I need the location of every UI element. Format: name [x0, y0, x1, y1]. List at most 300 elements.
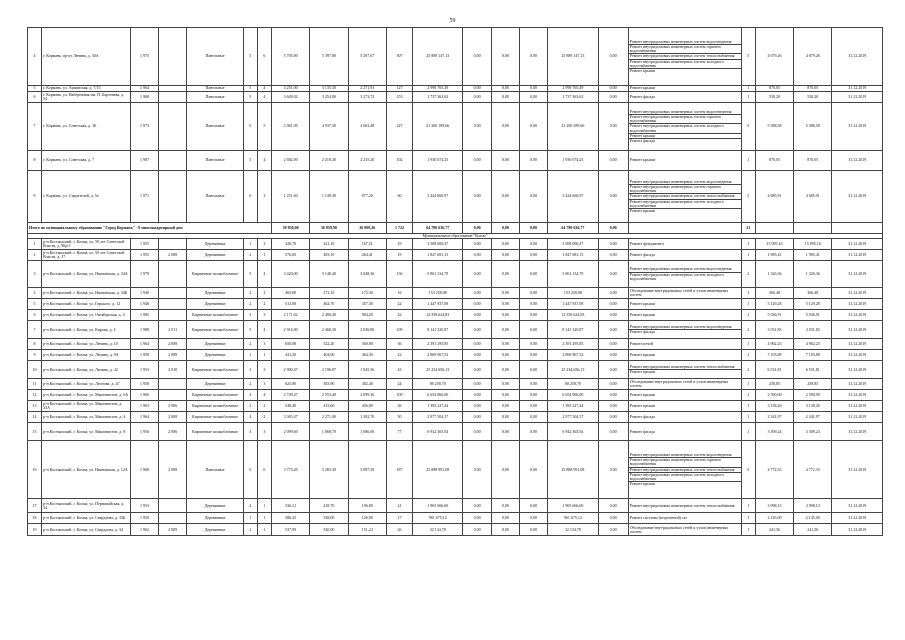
works-list: [628, 310, 741, 321]
floors: 3: [243, 361, 257, 379]
floors: 5: [243, 321, 257, 339]
premises-area: 3 254,00: [310, 92, 348, 103]
local-funds: 0,00: [519, 513, 547, 524]
premises-area: 36 859,90: [310, 223, 348, 234]
floors: 6: [243, 171, 257, 223]
owner-funds: 6 942 365,04: [548, 423, 598, 441]
max-unit-cost: 1 326,36: [794, 261, 832, 288]
regional-funds: 0,00: [491, 310, 519, 321]
works-list: [628, 401, 741, 412]
unit-cost: 530,20: [755, 92, 793, 103]
residential-area: 2 036,80: [348, 321, 386, 339]
owner-funds: 6 654 966,00: [548, 390, 598, 401]
unit-cost: 6 531,81: [755, 361, 793, 379]
row-number: 8: [28, 339, 42, 350]
unit-cost: 3 998,13: [755, 499, 793, 513]
work-item: Ремонт крыши: [629, 86, 655, 91]
residents: 21: [386, 499, 412, 513]
floors: 2: [243, 401, 257, 412]
renovation-year: 2 008: [159, 339, 187, 350]
owner-funds: 961 675,12: [548, 513, 598, 524]
work-count: 1: [741, 250, 755, 261]
federal-funds: 0,00: [463, 423, 491, 441]
unit-cost: 4 685,91: [755, 171, 793, 223]
renovation-year: [159, 310, 187, 321]
max-unit-cost: 7 103,88: [794, 350, 832, 361]
local-funds: 0,00: [519, 239, 547, 250]
completion-date: 31.12.2019: [832, 412, 883, 423]
build-year: 1 955: [130, 239, 158, 250]
federal-funds: 0,00: [463, 321, 491, 339]
other-funds: 0,00: [598, 390, 628, 401]
works-list: [628, 103, 741, 151]
total-cost: 2 391 295,85: [413, 339, 463, 350]
work-item: Ремонт внутридомовых инженерных систем водоотведения: [629, 40, 741, 45]
wall-material: Кирпичные шлакоблочные: [187, 310, 243, 321]
wall-material: Кирпичные шлакоблочные: [187, 390, 243, 401]
entrances: 2: [257, 299, 271, 310]
row-number: 15: [28, 423, 42, 441]
entrances: 5: [257, 103, 271, 151]
wall-material: Кирпичные шлакоблочные: [187, 361, 243, 379]
residents: 102: [386, 151, 412, 171]
local-funds: 0,00: [519, 92, 547, 103]
premises-area: 483,10: [310, 250, 348, 261]
row-number: 2: [28, 250, 42, 261]
residents: 1 722: [386, 223, 412, 234]
total-cost: 961 675,12: [413, 513, 463, 524]
entrances: 3: [257, 171, 271, 223]
unit-cost: 258,85: [755, 379, 793, 390]
work-count: 1: [741, 299, 755, 310]
other-funds: 0,00: [598, 310, 628, 321]
federal-funds: 0,00: [463, 103, 491, 151]
federal-funds: 0,00: [463, 250, 491, 261]
local-funds: 0,00: [519, 412, 547, 423]
max-unit-cost: 258,85: [794, 379, 832, 390]
entrances: 4: [257, 86, 271, 92]
owner-funds: 25 234 656,13: [548, 361, 598, 379]
address: р-н Костышский, г. Кохма, ул. Свердлова, д. 34: [42, 524, 131, 536]
residents: 100: [386, 390, 412, 401]
floors: 4: [243, 412, 257, 423]
residents: 22: [386, 299, 412, 310]
other-funds: 0,00: [598, 261, 628, 288]
unit-cost: 1 326,36: [755, 261, 793, 288]
works-list: [628, 250, 741, 261]
owner-funds: 21 260 189,66: [548, 103, 598, 151]
premises-area: 272,10: [310, 288, 348, 299]
max-unit-cost: 4 679,26: [794, 28, 832, 86]
work-item: Ремонт фасада: [629, 253, 655, 258]
max-unit-cost: 1 985,41: [794, 250, 832, 261]
owner-funds: 2 869 967,52: [548, 350, 598, 361]
work-item: Ремонт внутридомовых инженерных систем теплоснабжения: [629, 365, 741, 370]
total-label: Итого по муниципальному образованию "Город Кормань" - 9 многоквартирный дом: [28, 223, 272, 234]
regional-funds: 0,00: [491, 361, 519, 379]
work-item: Ремонт фасада: [629, 94, 655, 99]
works-list: [628, 239, 741, 250]
work-count: 1: [741, 401, 755, 412]
max-unit-cost: 5 036,91: [794, 310, 832, 321]
address: р-н Костышский, г. Кохма, ул. Первомайская, д. 34: [42, 499, 131, 513]
total-area: 536,21: [271, 499, 309, 513]
total-area: 386,25: [271, 513, 309, 524]
regional-funds: 0,00: [491, 499, 519, 513]
floors: 2: [243, 499, 257, 513]
table-row: [28, 361, 883, 379]
residents: 43: [386, 361, 412, 379]
regional-funds: 0,00: [491, 151, 519, 171]
federal-funds: 0,00: [463, 261, 491, 288]
local-funds: 0,00: [519, 390, 547, 401]
federal-funds: 0,00: [463, 223, 491, 234]
residents: 26: [386, 401, 412, 412]
federal-funds: 0,00: [463, 350, 491, 361]
work-item: Ремонт внутридомовых инженерных систем теплоснабжения: [629, 54, 741, 59]
total-area: 625,80: [271, 379, 309, 390]
other-funds: 0,00: [598, 288, 628, 299]
max-unit-cost: 4 772,33: [794, 441, 832, 499]
completion-date: 31.12.2019: [832, 361, 883, 379]
completion-date: 31.12.2019: [832, 499, 883, 513]
address: р-н Костышский, г. Кохма, ул. Ивановская, д. 12А: [42, 441, 131, 499]
entrances: 4: [257, 321, 271, 339]
wall-material: Деревянные: [187, 524, 243, 536]
entrances: 4: [257, 92, 271, 103]
premises-area: 1 149,30: [310, 171, 348, 223]
total-cost: 1 395 227,44: [413, 401, 463, 412]
local-funds: 0,00: [519, 223, 547, 234]
work-item: Ремонт внутридомовых инженерных систем холодного водоснабжения: [629, 60, 741, 69]
address: р-н Костышский, г. Кохма, ул. Машинистов, д. 33А: [42, 401, 131, 412]
residential-area: 1 945,56: [348, 361, 386, 379]
table-row: [28, 513, 883, 524]
residents: 26: [386, 524, 412, 536]
row-number: 5: [28, 86, 42, 92]
total-cost: 1 847 681,15: [413, 250, 463, 261]
table-row: [28, 261, 883, 288]
work-item: Ремонт внутридомовых инженерных систем холодного водоснабжения: [629, 124, 741, 133]
premises-area: 3 283,30: [310, 441, 348, 499]
federal-funds: 0,00: [463, 390, 491, 401]
total-area: 3 773,20: [271, 441, 309, 499]
build-year: 1 962: [130, 524, 158, 536]
address: г. Кормань, ул. Советская, д. 1Б: [42, 103, 131, 151]
total-row: [28, 223, 883, 234]
completion-date: 31.12.2019: [832, 310, 883, 321]
work-item: Ремонт внутридомовых инженерных систем водоотведения: [629, 453, 741, 458]
total-cost: 12 358 624,83: [413, 310, 463, 321]
total-cost: 1 930 074,25: [413, 151, 463, 171]
work-count: 1: [741, 288, 755, 299]
owner-funds: 12 358 624,83: [548, 310, 598, 321]
federal-funds: 0,00: [463, 401, 491, 412]
works-list: [628, 379, 741, 390]
works-list: [628, 299, 741, 310]
residents: 247: [386, 103, 412, 151]
entrances: 6: [257, 441, 271, 499]
regional-funds: 0,00: [491, 288, 519, 299]
entrances: 3: [257, 310, 271, 321]
work-item: Ремонт крыши: [629, 302, 655, 307]
local-funds: 0,00: [519, 288, 547, 299]
work-item: Ремонт внутридомовых инженерных систем горячего водоснабжения: [629, 115, 741, 124]
work-item: Ремонт крыши: [629, 353, 655, 358]
completion-date: 31.12.2019: [832, 299, 883, 310]
wall-material: Кирпичные шлакоблочные: [187, 401, 243, 412]
wall-material: Панельные: [187, 86, 243, 92]
unit-cost: 5 036,91: [755, 310, 793, 321]
wall-material: Деревянные: [187, 239, 243, 250]
residential-area: 464,30: [348, 350, 386, 361]
address: р-н Костышский, г. Кохма, ул. Ленина, д. 42: [42, 361, 131, 379]
build-year: 1 966: [130, 390, 158, 401]
works-list: [628, 223, 741, 234]
address: р-н Костышский, г. Кохма, ул. Свердлова, д. 33Б: [42, 513, 131, 524]
address: р-н Костышский, г. Кохма, ул. Машинистов, д. 8: [42, 423, 131, 441]
completion-date: 31.12.2019: [832, 250, 883, 261]
renovation-year: [159, 390, 187, 401]
table-row: [28, 310, 883, 321]
federal-funds: 0,00: [463, 86, 491, 92]
total-area: 465,00: [271, 288, 309, 299]
row-number: 7: [28, 321, 42, 339]
total-area: 576,00: [271, 250, 309, 261]
renovation-year: [159, 379, 187, 390]
total-area: 441,20: [271, 350, 309, 361]
work-item: Ремонт фасада: [629, 330, 655, 335]
work-count: 1: [741, 92, 755, 103]
local-funds: 0,00: [519, 151, 547, 171]
max-unit-cost: 241,56: [794, 524, 832, 536]
row-number: 5: [28, 299, 42, 310]
wall-material: Деревянные: [187, 250, 243, 261]
owner-funds: 2 977 504,37: [548, 412, 598, 423]
max-unit-cost: 4 962,23: [794, 339, 832, 350]
completion-date: 31.12.2019: [832, 92, 883, 103]
owner-funds: 1 965 666,60: [548, 499, 598, 513]
row-number: 16: [28, 441, 42, 499]
local-funds: 0,00: [519, 310, 547, 321]
work-item: Ремонт внутридомовых инженерных систем горячего водоснабжения: [629, 458, 741, 467]
works-list: [628, 151, 741, 171]
build-year: 1 987: [130, 151, 158, 171]
work-item: Ремонт внутридомовых инженерных систем холодного водоснабжения: [629, 272, 724, 281]
row-number: 9: [28, 350, 42, 361]
regional-funds: 0,00: [491, 92, 519, 103]
other-funds: 0,00: [598, 401, 628, 412]
other-funds: 0,00: [598, 103, 628, 151]
work-item: Ремонт фасада: [629, 138, 655, 143]
row-number: 1: [28, 239, 42, 250]
address: р-н Костышский, г. Кохма, ул. 50 лет Советской Власти, д. 37: [42, 250, 131, 261]
entrances: 1: [257, 513, 271, 524]
work-item: Ремонт печей: [629, 342, 653, 347]
build-year: 1 958: [130, 350, 158, 361]
total-cost: 6 942 365,04: [413, 423, 463, 441]
residents: 109: [386, 321, 412, 339]
address: р-н Костышский, г. Кохма, ул. Кирова, д. 4: [42, 321, 131, 339]
renovation-year: [159, 499, 187, 513]
wall-material: Панельные: [187, 28, 243, 86]
completion-date: 31.12.2019: [832, 423, 883, 441]
build-year: 1 956: [130, 423, 158, 441]
residential-area: 106,80: [348, 499, 386, 513]
total-area: 2 749,47: [271, 390, 309, 401]
row-number: 10: [28, 361, 42, 379]
build-year: 1 950: [130, 513, 158, 524]
premises-area: 5 397,00: [310, 28, 348, 86]
row-number: 6: [28, 310, 42, 321]
residents: 187: [386, 441, 412, 499]
federal-funds: 0,00: [463, 361, 491, 379]
total-cost: 153 258,08: [413, 288, 463, 299]
regional-funds: 0,00: [491, 321, 519, 339]
capital-repair-table: [27, 27, 883, 536]
premises-area: 2 490,40: [310, 310, 348, 321]
total-area: 548,40: [271, 401, 309, 412]
total-area: 2 916,90: [271, 321, 309, 339]
work-item: Ремонт фасада: [629, 429, 655, 434]
total-cost: 2 869 967,52: [413, 350, 463, 361]
build-year: 1 975: [130, 28, 158, 86]
work-item: Ремонт внутридомовых инженерных систем холодного водоснабжения: [629, 200, 741, 209]
other-funds: 0,00: [598, 250, 628, 261]
works-list: [628, 499, 741, 513]
residents: 36: [386, 339, 412, 350]
other-funds: 0,00: [598, 524, 628, 536]
build-year: 1 985: [130, 310, 158, 321]
local-funds: 0,00: [519, 299, 547, 310]
owner-funds: 25 888 991,08: [548, 441, 598, 499]
max-unit-cost: 5 129,28: [794, 299, 832, 310]
work-item: Ремонт фундамента: [629, 242, 664, 247]
total-cost: 3 508 000,47: [413, 239, 463, 250]
total-cost: 1 737 363,62: [413, 92, 463, 103]
completion-date: 31.12.2019: [832, 390, 883, 401]
residential-area: 2 099,36: [348, 390, 386, 401]
entrances: 3: [257, 423, 271, 441]
entrances: 3: [257, 361, 271, 379]
owner-funds: 1 930 074,25: [548, 151, 598, 171]
completion-date: 31.12.2019: [832, 401, 883, 412]
works-list: [628, 171, 741, 223]
total-area: 2 900,47: [271, 361, 309, 379]
premises-area: 2 271,00: [310, 412, 348, 423]
local-funds: 0,00: [519, 86, 547, 92]
federal-funds: 0,00: [463, 299, 491, 310]
owner-funds: 80 258,70: [548, 379, 598, 390]
residential-area: 3 048,36: [348, 261, 386, 288]
floors: 1: [243, 239, 257, 250]
work-count: 1: [741, 412, 755, 423]
row-number: 6: [28, 92, 42, 103]
max-unit-cost: 3 998,13: [794, 499, 832, 513]
works-list: [628, 412, 741, 423]
work-item: Ремонт внутридомовых инженерных систем горячего водоснабжения: [629, 45, 741, 54]
residents: 127: [386, 86, 412, 92]
build-year: 1 955: [130, 250, 158, 261]
total-area: 537,99: [271, 524, 309, 536]
residents: 136: [386, 261, 412, 288]
wall-material: Деревянные: [187, 288, 243, 299]
renovation-year: [159, 103, 187, 151]
renovation-year: 2 009: [159, 524, 187, 536]
works-list: [628, 350, 741, 361]
works-list: [628, 288, 741, 299]
entrances: 2: [257, 288, 271, 299]
row-number: 18: [28, 513, 42, 524]
premises-area: 221,10: [310, 239, 348, 250]
floors: 5: [243, 92, 257, 103]
floors: 2: [243, 250, 257, 261]
unit-cost: 2 145,00: [755, 513, 793, 524]
other-funds: 0,00: [598, 151, 628, 171]
entrances: 3: [257, 379, 271, 390]
work-item: Ремонт внутридомовых инженерных систем водоотведения: [629, 325, 741, 330]
work-count: 5: [741, 171, 755, 223]
residential-area: 382,40: [348, 379, 386, 390]
floors: 4: [243, 390, 257, 401]
completion-date: 31.12.2019: [832, 379, 883, 390]
residential-area: 1 686,00: [348, 423, 386, 441]
work-item: Ремонт внутридомовых инженерных систем водоотведения: [629, 110, 741, 115]
completion-date: 31.12.2019: [832, 261, 883, 288]
row-number: 14: [28, 412, 42, 423]
unit-cost: 1 985,41: [755, 250, 793, 261]
row-number: 11: [28, 379, 42, 390]
federal-funds: 0,00: [463, 92, 491, 103]
total-cost: 8 141 320,87: [413, 321, 463, 339]
renovation-year: [159, 513, 187, 524]
unit-cost: 3 138,26: [755, 401, 793, 412]
entrances: 4: [257, 261, 271, 288]
address: р-н Костышский, г. Кохма, ул. Ленина, д. 10: [42, 339, 131, 350]
renovation-year: [159, 151, 187, 171]
other-funds: 0,00: [598, 171, 628, 223]
total-area: 2 171,62: [271, 310, 309, 321]
federal-funds: 0,00: [463, 28, 491, 86]
address: р-н Костышский, г. Кохма, ул. Горького, д. 12: [42, 299, 131, 310]
residential-area: 167,51: [348, 239, 386, 250]
build-year: 1 964: [130, 339, 158, 350]
premises-area: 418,70: [310, 499, 348, 513]
max-unit-cost: 2 590,00: [794, 390, 832, 401]
row-number: 7: [28, 103, 42, 151]
local-funds: 0,00: [519, 250, 547, 261]
other-funds: 0,00: [598, 92, 628, 103]
total-cost: 25 888 991,08: [413, 441, 463, 499]
residential-area: 977,20: [348, 171, 386, 223]
renovation-year: 2 010: [159, 361, 187, 379]
unit-cost: 7 103,88: [755, 350, 793, 361]
total-cost: 5 861 134,79: [413, 261, 463, 288]
completion-date: 31.12.2019: [832, 441, 883, 499]
completion-date: 31.12.2019: [832, 86, 883, 92]
works-list: [628, 361, 741, 379]
build-year: 1 964: [130, 86, 158, 92]
total-area: 3 365,47: [271, 412, 309, 423]
floors: 5: [243, 441, 257, 499]
completion-date: 31.12.2019: [832, 151, 883, 171]
wall-material: Кирпичные шлакоблочные: [187, 261, 243, 288]
premises-area: 2 196,07: [310, 361, 348, 379]
works-list: [628, 390, 741, 401]
work-count: 1: [741, 151, 755, 171]
regional-funds: 0,00: [491, 86, 519, 92]
residential-area: 264,41: [348, 250, 386, 261]
